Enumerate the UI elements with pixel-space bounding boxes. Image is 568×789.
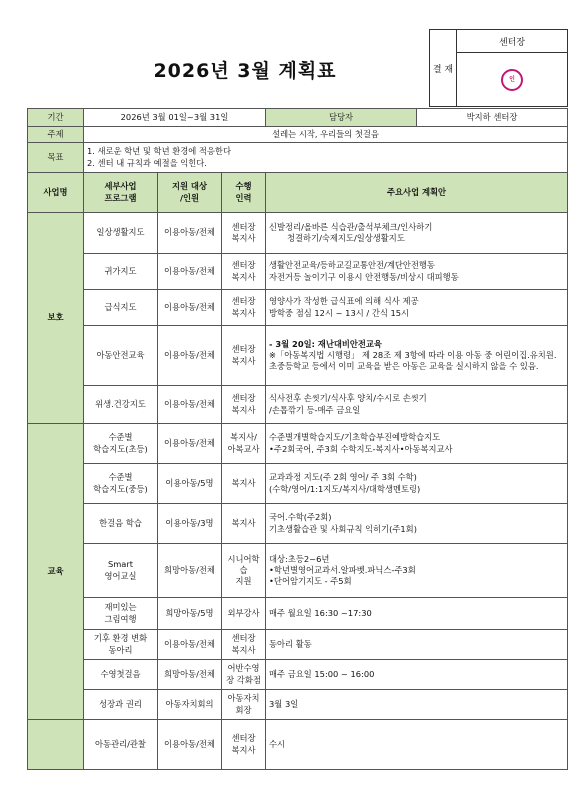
staff: 시니어학습 지원 [222, 544, 266, 598]
staff: 복지사 [222, 504, 266, 544]
program-row [28, 424, 568, 464]
plan-line: 교과과정 지도(주 2회 영어/ 주 3회 수학) [269, 472, 417, 483]
goal-line: 1. 새로운 학년 및 학년 환경에 적응한다 [87, 146, 231, 157]
header-row [28, 173, 568, 213]
theme-value: 설레는 시작, 우리들의 첫걸음 [84, 127, 568, 143]
program-row [28, 213, 568, 254]
program-name: 위생.건강지도 [84, 386, 158, 424]
program-row [28, 464, 568, 504]
plan-line: /손톱깎기 등-매주 금요일 [269, 404, 361, 415]
target-group: 이용아동/3명 [158, 504, 222, 544]
plan-line: 국어.수학(주2회) [269, 512, 332, 523]
program-name: 기후 환경 변화 동아리 [84, 630, 158, 660]
period-row [28, 109, 568, 127]
plan-line: 매주 금요일 15:00 ~ 16:00 [269, 668, 375, 679]
program-name: 성장과 권리 [84, 690, 158, 720]
plan-cell [266, 290, 568, 326]
plan-line: 3월 3일 [269, 698, 299, 709]
staff: 어반수영 장 각화점 [222, 660, 266, 690]
plan-line: 매주 월요일 16:30 ~17:30 [269, 607, 372, 618]
theme-label: 주제 [28, 127, 84, 143]
staff: 센터장 복지사 [222, 386, 266, 424]
goal-line: 2. 센터 내 규칙과 예절을 익힌다. [87, 157, 207, 168]
program-name: 수준별 학습지도(중등) [84, 464, 158, 504]
plan-cell [266, 254, 568, 290]
plan-cell [266, 598, 568, 630]
staff: 아동자치 회장 [222, 690, 266, 720]
manager-value: 박지하 센터장 [466, 111, 518, 122]
manager-label: 담당자 [266, 109, 417, 126]
plan-cell [266, 424, 568, 464]
program-name: 아동관리/관찰 [84, 720, 158, 770]
plan-cell [266, 213, 568, 254]
plan-line: 생활안전교육/등하교길교통안전/계단안전행동 [269, 260, 435, 271]
target-group: 희망아동/전체 [158, 660, 222, 690]
target-group: 이용아동/전체 [158, 630, 222, 660]
plan-line: •주2회국어, 주3회 수학지도-복지사•아동복지교사 [269, 443, 453, 454]
plan-cell [266, 464, 568, 504]
target-group: 이용아동/전체 [158, 290, 222, 326]
plan-line: 수준별개별학습지도/기초학습부진예방학습지도 [269, 432, 441, 443]
goal-value [84, 143, 568, 173]
plan-line: - 3월 20일: 재난대비안전교육 [269, 338, 382, 349]
plan-line: 신발정리/올바른 식습관/출석부체크/인사하기 [269, 221, 433, 232]
approval-stamp: 인 [501, 69, 523, 91]
category-cell: 교육 [28, 424, 84, 720]
plan-line: 청결하기/숙제지도/일상생활지도 [287, 233, 405, 243]
category-cell: 보호 [28, 213, 84, 424]
period-label: 기간 [28, 109, 84, 127]
target-group: 희망아동/5명 [158, 598, 222, 630]
program-row [28, 690, 568, 720]
plan-line: 동아리 활동 [269, 638, 312, 649]
target-group: 이용아동/전체 [158, 213, 222, 254]
plan-cell [266, 720, 568, 770]
staff: 복지사 [222, 464, 266, 504]
staff: 센터장 복지사 [222, 630, 266, 660]
program-row [28, 720, 568, 770]
target-group: 이용아동/전체 [158, 386, 222, 424]
plan-cell [266, 504, 568, 544]
staff: 센터장 복지사 [222, 254, 266, 290]
staff: 복지사/ 아복교사 [222, 424, 266, 464]
header-sub: 세부사업 프로그램 [84, 173, 158, 213]
plan-line: 식사전후 손씻기/식사후 양치/수시로 손씻기 [269, 393, 427, 404]
program-name: 일상생활지도 [84, 213, 158, 254]
page-title: 2026년 3월 계획표 [153, 60, 337, 82]
program-row [28, 386, 568, 424]
category-cell [28, 720, 84, 770]
target-group: 희망아동/전체 [158, 544, 222, 598]
header-plan: 주요사업 계획안 [266, 173, 568, 213]
plan-cell [266, 544, 568, 598]
staff: 센터장 복지사 [222, 720, 266, 770]
target-group: 이용아동/전체 [158, 424, 222, 464]
target-group: 아동자치회의 [158, 690, 222, 720]
approval-label: 결 재 [430, 30, 457, 107]
program-name: 귀가지도 [84, 254, 158, 290]
program-row [28, 254, 568, 290]
plan-line: 방학중 점심 12시 ~ 13시 / 간식 15시 [269, 307, 410, 318]
header-target: 지원 대상 /인원 [158, 173, 222, 213]
program-name: 한걸음 학습 [84, 504, 158, 544]
approval-box [429, 29, 568, 107]
program-row [28, 504, 568, 544]
program-row [28, 598, 568, 630]
period-value: 2026년 3월 01일~3월 31일 [84, 109, 266, 127]
plan-cell [266, 690, 568, 720]
header-staff: 수행 인력 [222, 173, 266, 213]
plan-line: (수학/영어/1:1지도/복지사/대학생멘토링) [269, 483, 421, 494]
program-name: Smart 영어교실 [84, 544, 158, 598]
program-row [28, 326, 568, 386]
target-group: 이용아동/전체 [158, 720, 222, 770]
staff: 외부강사 [222, 598, 266, 630]
plan-line: 대상:초등2~6년 [269, 553, 330, 564]
approval-role: 센터장 [457, 30, 568, 53]
plan-line: 영양사가 작성한 급식표에 의해 식사 제공 [269, 296, 419, 307]
staff: 센터장 복지사 [222, 326, 266, 386]
staff: 센터장 복지사 [222, 213, 266, 254]
program-row [28, 630, 568, 660]
plan-line: 수시 [269, 738, 286, 749]
plan-cell [266, 630, 568, 660]
plan-table [27, 108, 568, 770]
plan-line: •학년별영어교과서.알파벳.파닉스-주3회 •단어암기지도 - 주5회 [269, 564, 416, 587]
target-group: 이용아동/전체 [158, 326, 222, 386]
program-name: 급식지도 [84, 290, 158, 326]
program-row [28, 660, 568, 690]
program-row [28, 290, 568, 326]
program-name: 아동안전교육 [84, 326, 158, 386]
plan-cell [266, 660, 568, 690]
staff: 센터장 복지사 [222, 290, 266, 326]
plan-line: 기초생활습관 및 사회규칙 익히기(주1회) [269, 523, 417, 534]
target-group: 이용아동/전체 [158, 254, 222, 290]
program-name: 재미있는 그림여행 [84, 598, 158, 630]
program-row [28, 544, 568, 598]
plan-cell [266, 386, 568, 424]
plan-line: 자전거등 놀이기구 이용시 안전행동/비상시 대피행동 [269, 271, 459, 282]
target-group: 이용아동/5명 [158, 464, 222, 504]
header-business: 사업명 [28, 173, 84, 213]
plan-cell [266, 326, 568, 386]
program-name: 수영첫걸음 [84, 660, 158, 690]
program-name: 수준별 학습지도(초등) [84, 424, 158, 464]
plan-line: ※「아동복지법 시행령」 제 28조 제 3항에 따라 이용 아동 중 어린이집.유치원.초중등학교 등에서 이미 교육을 받은 아동은 교육을 실시하지 않을 수 있음. [269, 349, 557, 372]
goal-label: 목표 [28, 143, 84, 173]
